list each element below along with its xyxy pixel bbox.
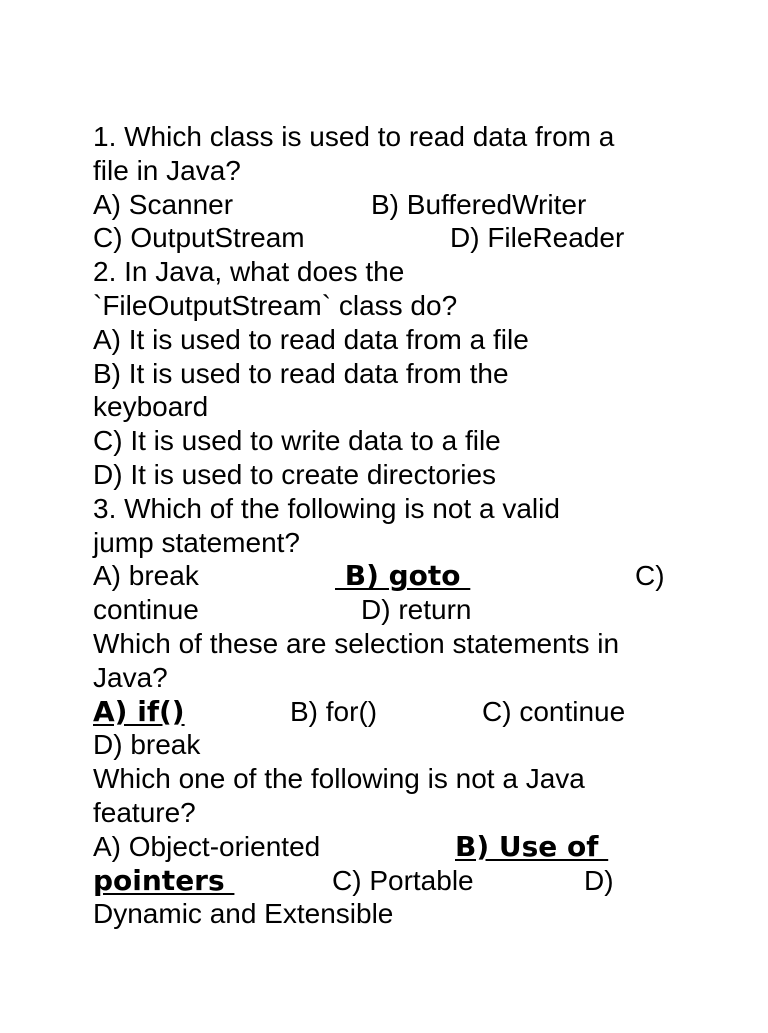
q5-option-d-text: Dynamic and Extensible [93,898,394,930]
q2-line1: 2. In Java, what does the [93,256,405,288]
q3-option-b-answer: B) goto [335,559,471,593]
q1-option-b: B) BufferedWriter [371,188,587,220]
q3-option-d: D) return [361,594,472,626]
q3-option-c-text: continue [93,594,199,626]
q4-option-c: C) continue [482,695,626,727]
q2-option-d: D) It is used to create directories [93,458,497,490]
q1-option-c: C) OutputStream [93,222,305,254]
q5-option-a: A) Object-oriented [93,830,321,862]
q5-option-d-label: D) [584,864,614,896]
q1-option-d: D) FileReader [450,222,625,254]
q3-options-cd [93,593,693,627]
q2-option-b-line2: keyboard [93,391,209,423]
q1-options-cd [93,221,693,255]
q5-option-b-answer-part2: pointers [93,863,235,897]
q1-line2: file in Java? [93,154,241,186]
q5-option-b-answer-part1: B) Use of [455,829,609,863]
q4-line2: Java? [93,661,168,693]
q5-line2: feature? [93,796,196,828]
q4-option-d: D) break [93,729,201,761]
quiz-text [93,120,693,931]
q1-line1: 1. Which class is used to read data from a [93,121,615,152]
q5-options-ab [93,830,693,864]
q2-line2: `FileOutputStream` class do? [93,289,458,321]
q3-option-c-label: C) [635,560,665,592]
q5-line1: Which one of the following is not a Java [93,763,585,795]
q1-options-ab [93,188,693,222]
q2-option-c: C) It is used to write data to a file [93,425,501,457]
q4-option-a-answer: A) if() [93,694,185,728]
q3-line2: jump statement? [93,526,300,558]
q3-line1: 3. Which of the following is not a valid [93,492,560,524]
q5-options-bcd [93,864,693,898]
q2-option-a: A) It is used to read data from a file [93,323,529,355]
q5-option-c: C) Portable [332,864,474,896]
q4-option-b: B) for() [290,695,378,727]
q2-option-b-line1: B) It is used to read data from the [93,357,509,389]
q3-option-a: A) break [93,560,199,592]
q1-option-a: A) Scanner [93,188,234,220]
q4-line1: Which of these are selection statements in [93,627,620,659]
q4-options-abc [93,695,693,729]
q3-options-abc [93,559,693,593]
